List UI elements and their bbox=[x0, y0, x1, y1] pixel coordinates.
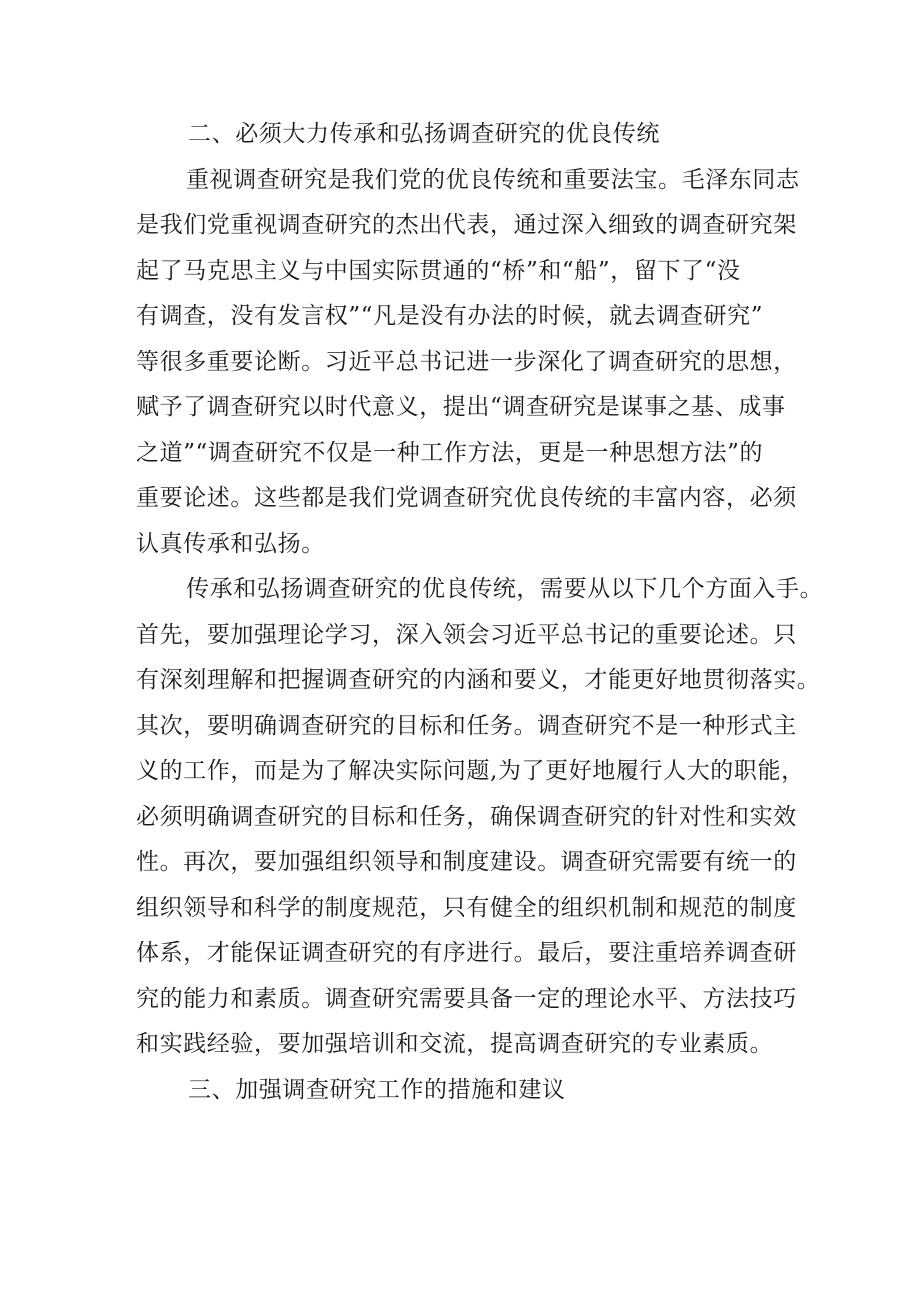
paragraph-line: 性。再次，要加强组织领导和制度建设。调查研究需要有统一的 bbox=[136, 849, 797, 875]
paragraph-line: 重视调查研究是我们党的优良传统和重要法宝。毛泽东同志 bbox=[186, 166, 800, 193]
paragraph-1 bbox=[136, 158, 800, 568]
document-body bbox=[136, 112, 824, 1113]
paragraph-line: 有调查，没有发言权”“凡是没有办法的时候，就去调查研究” bbox=[136, 303, 764, 329]
paragraph-line: 和实践经验，要加强培训和交流，提高调查研究的专业素质。 bbox=[136, 1031, 774, 1057]
paragraph-line: 有深刻理解和把握调查研究的内涵和要义，才能更好地贯彻落实。 bbox=[136, 667, 821, 693]
paragraph-line: 是我们党重视调查研究的杰出代表，通过深入细致的调查研究架 bbox=[136, 212, 797, 238]
paragraph-line: 起了马克思主义与中国实际贯通的“桥”和“船”，留下了“没 bbox=[136, 257, 741, 284]
paragraph-line: 组织领导和科学的制度规范，只有健全的组织机制和规范的制度 bbox=[136, 894, 797, 921]
paragraph-line: 究的能力和素质。调查研究需要具备一定的理论水平、方法技巧 bbox=[136, 985, 797, 1012]
paragraph-line: 其次，要明确调查研究的目标和任务。调查研究不是一种形式主 bbox=[136, 712, 797, 739]
paragraph-line: 之道”“调查研究不仅是一种工作方法，更是一种思想方法”的 bbox=[136, 439, 764, 466]
paragraph-line: 体系，才能保证调查研究的有序进行。最后，要注重培养调查研 bbox=[136, 940, 797, 966]
paragraph-line: 赋予了调查研究以时代意义，提出“调查研究是谋事之基、成事 bbox=[136, 394, 786, 420]
paragraph-line: 必须明确调查研究的目标和任务，确保调查研究的针对性和实效 bbox=[136, 803, 797, 830]
paragraph-line: 重要论述。这些都是我们党调查研究优良传统的丰富内容，必须 bbox=[136, 485, 797, 511]
paragraph-line: 传承和弘扬调查研究的优良传统，需要从以下几个方面入手。 bbox=[186, 576, 824, 602]
section-heading-2: 二、必须大力传承和弘扬调查研究的优良传统 bbox=[188, 121, 660, 147]
paragraph-line: 首先，要加强理论学习，深入领会习近平总书记的重要论述。只 bbox=[136, 621, 797, 648]
section-heading-3: 三、加强调查研究工作的措施和建议 bbox=[188, 1076, 566, 1103]
paragraph-2 bbox=[136, 567, 824, 1068]
paragraph-line: 义的工作，而是为了解决实际问题,为了更好地履行人大的职能， bbox=[136, 758, 805, 784]
paragraph-line: 认真传承和弘扬。 bbox=[136, 530, 325, 557]
paragraph-line: 等很多重要论断。习近平总书记进一步深化了调查研究的思想， bbox=[136, 348, 797, 375]
